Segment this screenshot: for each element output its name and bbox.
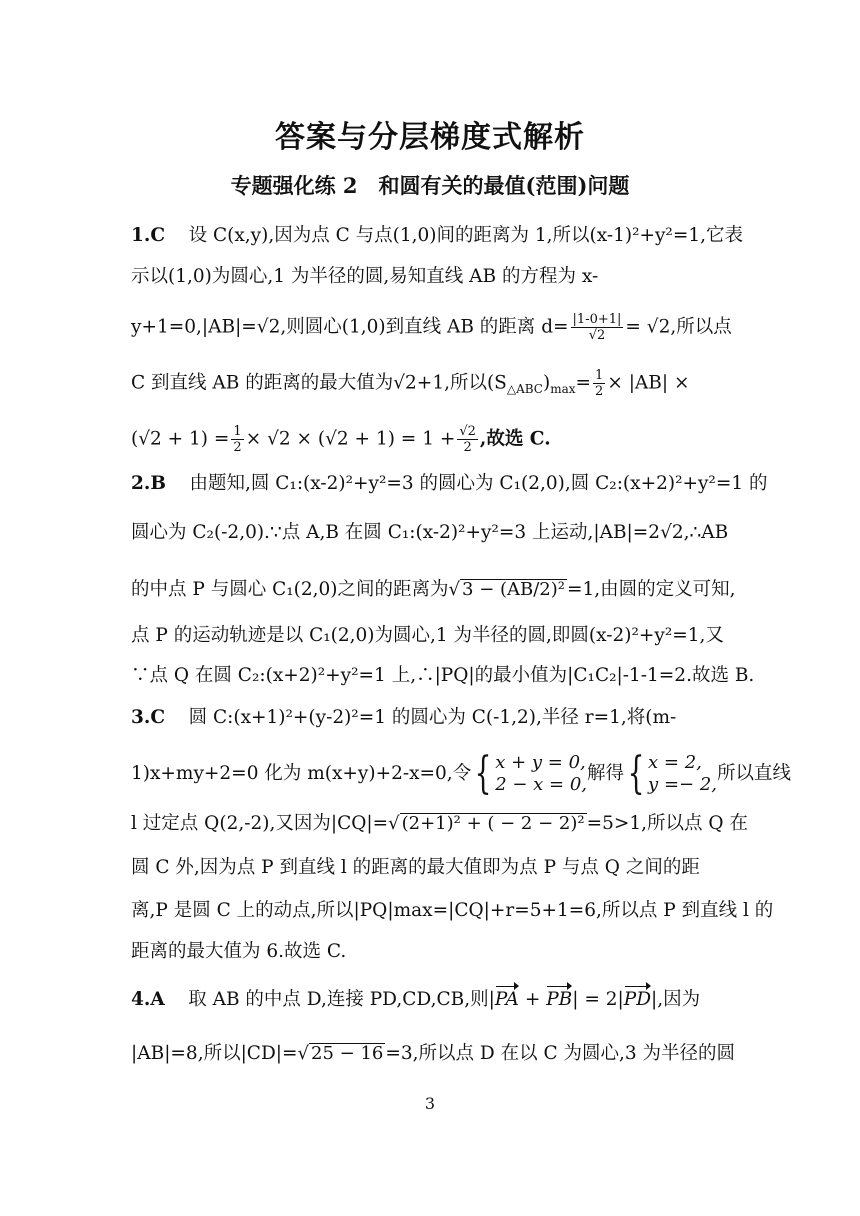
q3-solution-system: x = 2, y =− 2, [648,752,717,795]
q1-distance-fraction: $\frac{|1-0+1|}{√2}$ [572,312,622,343]
q3-line-4: 圆 C 外,因为点 P 到直线 l 的距离的最大值即为点 P 与点 Q 之间的距 [131,857,700,878]
q4-cd-root: √ 25 − 16 [297,1043,384,1064]
q1-line-2 [131,263,731,291]
vector-pa: PA [495,986,519,1014]
q1-line-3 [131,312,731,343]
q3-cq-root: √ (2+1)² + ( − 2 − 2)² [388,813,585,834]
q1-answer-label: 1.C [131,225,166,246]
q1-root2-half-fraction: $\frac{√2}{2}$ [459,424,476,455]
q1-text-2: 示以(1,0)为圆心,1 为半径的圆,易知直线 AB 的方程为 x- [131,266,599,287]
q3-answer-label: 3.C [131,707,166,728]
q1-text-3b: = √2,所以点 [625,316,732,338]
q2-answer-label: 2.B [131,473,166,494]
q1-line-5: (√2 + 1) = $\frac{1}{2}$ × √2 × (√2 + 1) = 1 + $\frac{√2}{2}$ ,故选 C. [131,424,551,455]
section-subtitle: 专题强化练 2 和圆有关的最值(范围)问题 [230,173,630,198]
q3-system-brace: { [474,748,492,799]
q4-answer-label: 4.A [131,989,165,1010]
q4-line-2: |AB|=8,所以|CD|=√ 25 − 16 =3,所以点 D 在以 C 为圆心,3 为半径的圆 [131,1040,731,1068]
q1-half-fraction-2: $\frac{1}{2}$ [233,424,242,455]
q2-line-1: 2.B 由题知,圆 C₁:(x-2)²+y²=3 的圆心为 C₁(2,0),圆 C₂:(x+2)²+y²=1 的 [131,473,768,494]
vector-pb: PB [546,986,572,1014]
q1-line-1 [131,222,744,250]
q2-line-4: 点 P 的运动轨迹是以 C₁(2,0)为圆心,1 为半径的圆,即圆(x-2)²+y²=1,又 [131,625,724,646]
q2-line-2: 圆心为 C₂(-2,0).∵点 A,B 在圆 C₁:(x-2)²+y²=3 上运动,|AB|=2√2,∴AB [131,522,729,543]
q1-line-4: C 到直线 AB 的距离的最大值为√2+1,所以$(S_{\triangle ABC})_{max}=$ $\frac{1}{2}$ × |AB| × [131,368,690,399]
q3-line-3: l 过定点 Q(2,-2),又因为|CQ|=√ (2+1)² + ( − 2 − 2)² =5>1,所以点 Q 在 [131,810,731,838]
page-number: 3 [424,1094,436,1113]
q3-equation-system: x + y = 0, 2 − x = 0, [495,752,588,795]
q3-solution-brace: { [627,748,645,799]
q3-line-5: 离,P 是圆 C 上的动点,所以|PQ|max=|CQ|+r=5+1=6,所以点 P 到直线 l 的 [131,900,774,921]
q1-half-fraction: $\frac{1}{2}$ [595,368,604,399]
q2-line-5: ∵点 Q 在圆 C₂:(x+2)²+y²=1 上,∴|PQ|的最小值为|C₁C₂|-1-1=2.故选 B. [131,665,755,686]
q3-line-6: 距离的最大值为 6.故选 C. [131,941,347,962]
page-title: 答案与分层梯度式解析 [275,120,585,155]
q4-line-1: 4.A 取 AB 的中点 D,连接 PD,CD,CB,则|PA + PB| = 2|PD|,因为 [131,986,731,1014]
q1-text-3a: y+1=0,|AB|=√2,则圆心(1,0)到直线 AB 的距离 d= [131,316,569,338]
q3-line-1: 3.C 圆 C:(x+1)²+(y-2)²=1 的圆心为 C(-1,2),半径 r=1,将(m- [131,707,677,728]
q2-distance-root: √ 3 − (AB/2)² [448,579,565,600]
vector-pd: PD [624,986,651,1014]
q1-text-1: 设 C(x,y),因为点 C 与点(1,0)间的距离为 1,所以(x-1)²+y²=1,它表 [188,225,744,246]
q2-line-3: 的中点 P 与圆心 C₁(2,0)之间的距离为√ 3 − (AB/2)² =1,由圆的定义可知, [131,576,731,604]
q3-line-2: 1)x+my+2=0 化为 m(x+y)+2-x=0,令{ x + y = 0, 2 − x = 0, 解得{ x = 2, y =− 2, 所以直线 [131,748,792,799]
